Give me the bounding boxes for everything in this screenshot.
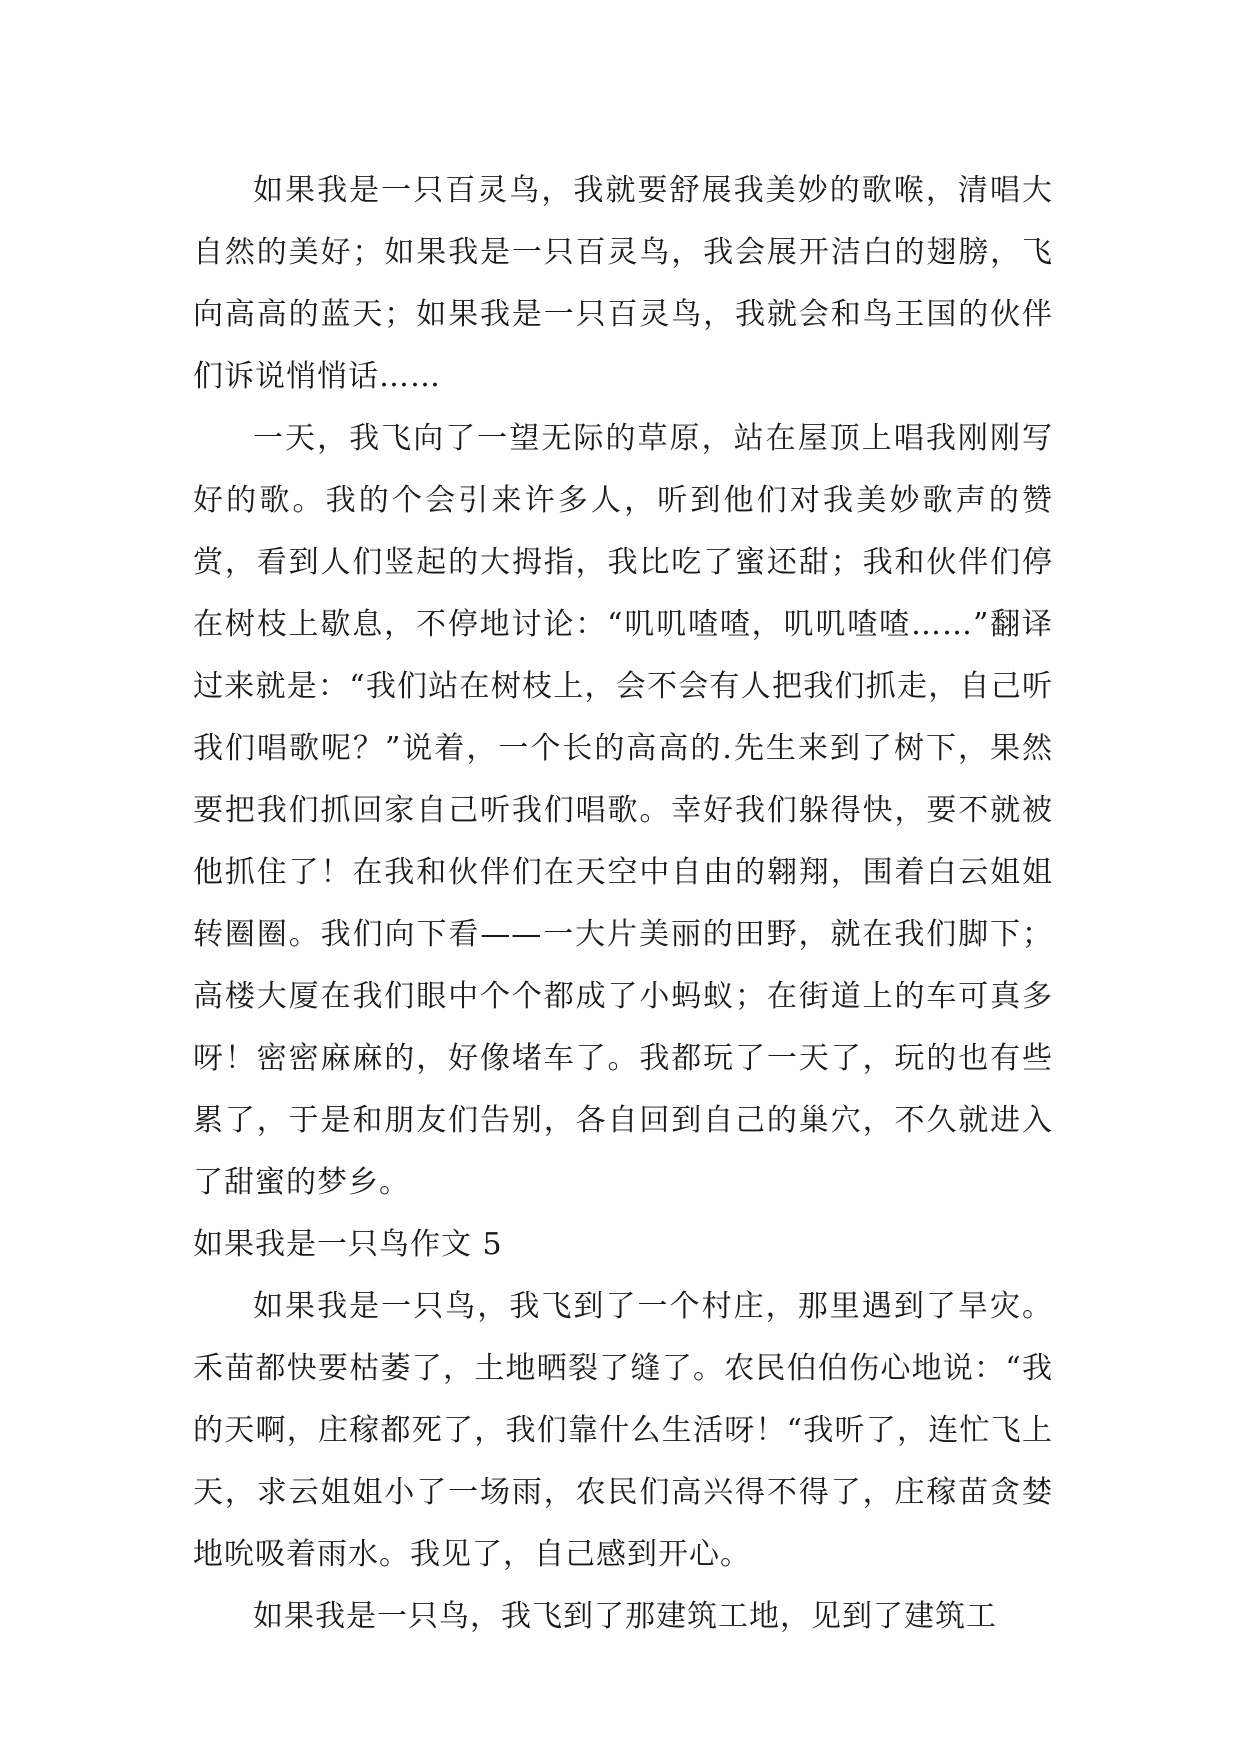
document-body [193, 160, 1053, 1648]
paragraph-2: 一天，我飞向了一望无际的草原，站在屋顶上唱我刚刚写好的歌。我的个会引来许多人，听到他们对我美妙歌声的赞赏，看到人们竖起的大拇指，我比吃了蜜还甜；我和伙伴们停在树枝上歇息，不停地讨论：“叽叽喳喳，叽叽喳喳……”翻译过来就是：“我们站在树枝上，会不会有人把我们抓走，自己听我们唱歌呢？”说着，一个长的高高的.先生来到了树下，果然要把我们抓回家自己听我们唱歌。幸好我们躲得快，要不就被他抓住了！在我和伙伴们在天空中自由的翱翔，围着白云姐姐转圈圈。我们向下看——一大片美丽的田野，就在我们脚下；高楼大厦在我们眼中个个都成了小蚂蚁；在街道上的车可真多呀！密密麻麻的，好像堵车了。我都玩了一天了，玩的也有些累了，于是和朋友们告别，各自回到自己的巢穴，不久就进入了甜蜜的梦乡。 [193, 421, 1053, 1200]
section-heading: 如果我是一只鸟作文 5 [193, 1227, 503, 1262]
paragraph-1: 如果我是一只百灵鸟，我就要舒展我美妙的歌喉，清唱大自然的美好；如果我是一只百灵鸟，我会展开洁白的翅膀，飞向高高的蓝天；如果我是一只百灵鸟，我就会和鸟王国的伙伴们诉说悄悄话…… [193, 173, 1053, 394]
paragraph-3: 如果我是一只鸟，我飞到了一个村庄，那里遇到了旱灾。禾苗都快要枯萎了，土地晒裂了缝了。农民伯伯伤心地说：“我的天啊，庄稼都死了，我们靠什么生活呀！“我听了，连忙飞上天，求云姐姐小了一场雨，农民们高兴得不得了，庄稼苗贪婪地吮吸着雨水。我见了，自己感到开心。 [193, 1289, 1053, 1572]
paragraph-4: 如果我是一只鸟，我飞到了那建筑工地，见到了建筑工 [253, 1599, 997, 1634]
